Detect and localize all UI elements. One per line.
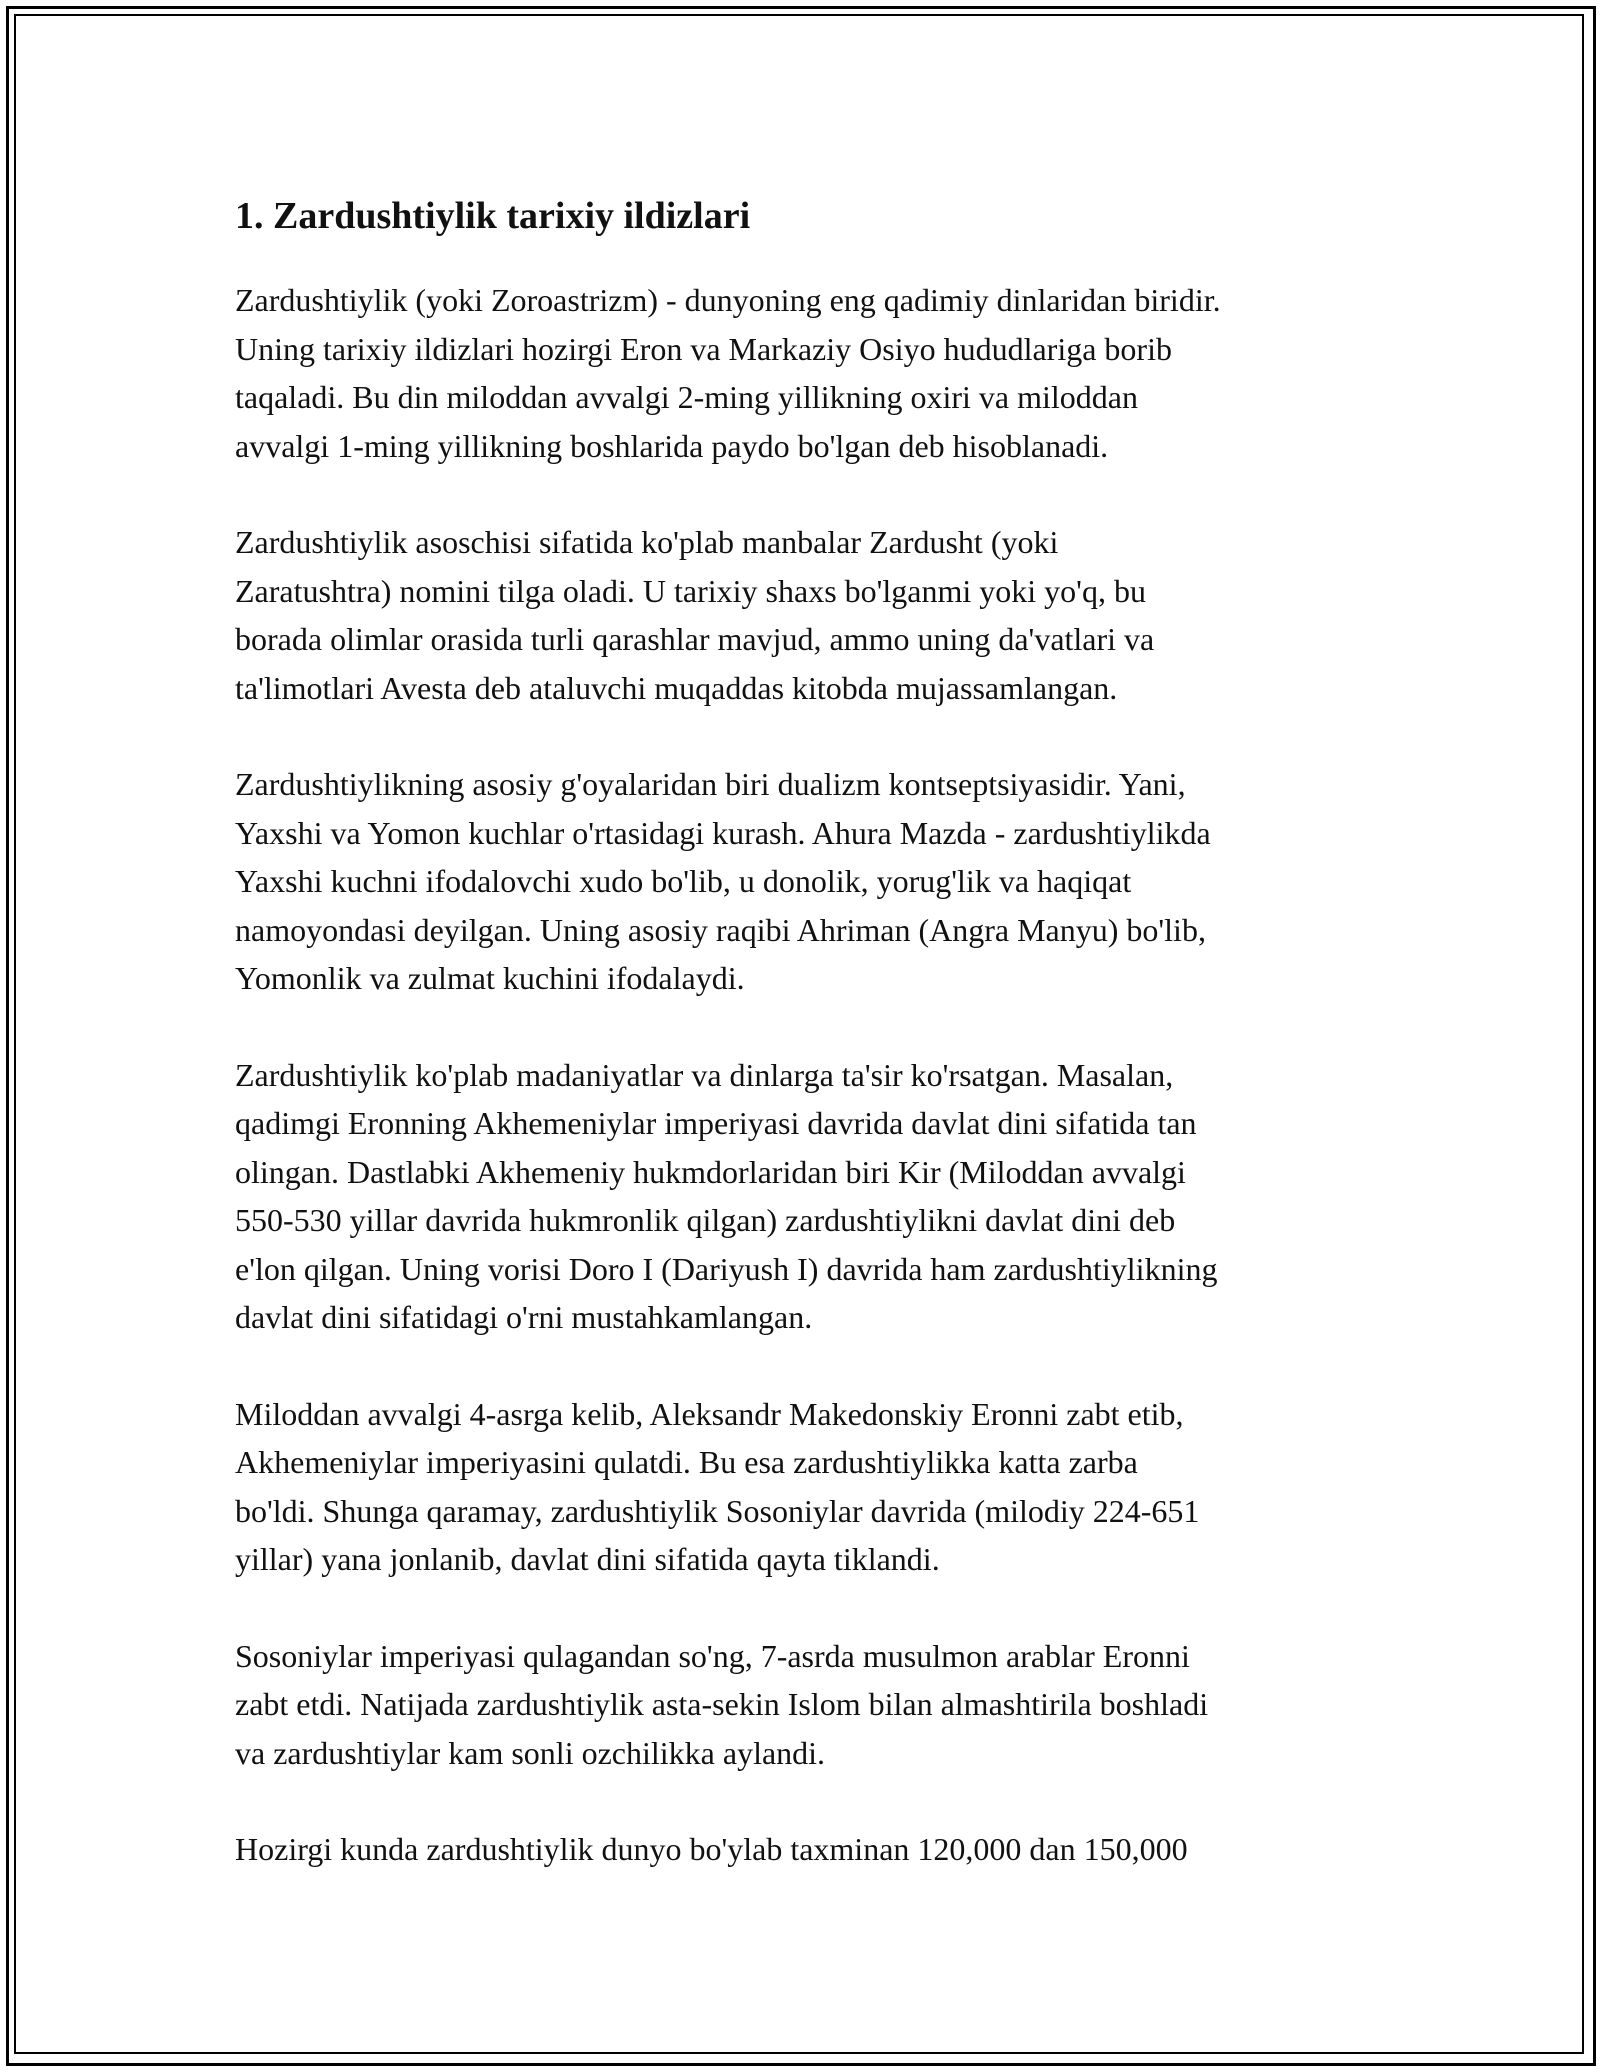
paragraph (235, 1825, 1385, 1874)
text-line: qadimgi Eronning Akhemeniylar imperiyasi davrida davlat dini sifatida tan (235, 1105, 1197, 1141)
text-line: Miloddan avvalgi 4-asrga kelib, Aleksandr Makedonskiy Eronni zabt etib, (235, 1395, 1184, 1432)
document-body (235, 186, 1395, 1922)
section-title: 1. Zardushtiylik tarixiy ildizlari (235, 195, 751, 237)
text-line: avvalgi 1-ming yillikning boshlarida paydo bo'lgan deb hisoblanadi. (235, 427, 1109, 464)
text-line: Yaxshi va Yomon kuchlar o'rtasidagi kurash. Ahura Mazda - zardushtiylikda (235, 814, 1211, 851)
text-line: Hozirgi kunda zardushtiylik dunyo bo'ylab taxminan 120,000 dan 150,000 (235, 1831, 1188, 1867)
text-line: ta'limotlari Avesta deb ataluvchi muqaddas kitobda mujassamlangan. (235, 669, 1118, 706)
text-line: yillar) yana jonlanib, davlat dini sifatida qayta tiklandi. (235, 1541, 940, 1577)
paragraph (235, 1632, 1385, 1778)
text-line: Akhemeniylar imperiyasini qulatdi. Bu esa zardushtiylikka katta zarba (235, 1444, 1138, 1480)
paragraph (235, 1390, 1385, 1584)
text-line: Zaratushtra) nomini tilga oladi. U tarixiy shaxs bo'lganmi yoki yo'q, bu (235, 572, 1146, 609)
text-line: Zardushtiylikning asosiy g'oyalaridan biri dualizm kontseptsiyasidir. Yani, (235, 766, 1186, 802)
text-line: taqaladi. Bu din miloddan avvalgi 2-ming yillikning oxiri va miloddan (235, 379, 1138, 415)
paragraph (235, 1051, 1385, 1342)
text-line: Yaxshi kuchni ifodalovchi xudo bo'lib, u donolik, yorug'lik va haqiqat (235, 863, 1132, 899)
text-line: zabt etdi. Natijada zardushtiylik asta-sekin Islom bilan almashtirila boshladi (235, 1686, 1209, 1722)
text-line: Zardushtiylik ko'plab madaniyatlar va dinlarga ta'sir ko'rsatgan. Masalan, (235, 1056, 1174, 1093)
paragraph (235, 518, 1385, 712)
text-line: va zardushtiylar kam sonli ozchilikka aylandi. (235, 1734, 826, 1771)
paragraph (235, 760, 1385, 1003)
paragraph (235, 276, 1385, 470)
text-line: borada olimlar orasida turli qarashlar mavjud, ammo uning da'vatlari va (235, 621, 1155, 657)
text-line: namoyondasi deyilgan. Uning asosiy raqibi Ahriman (Angra Manyu) bo'lib, (235, 911, 1206, 948)
text-line: Uning tarixiy ildizlari hozirgi Eron va Markaziy Osiyo hududlariga borib (235, 330, 1172, 367)
text-line: 550-530 yillar davrida hukmronlik qilgan) zardushtiylikni davlat dini deb (235, 1202, 1176, 1238)
text-line: Yomonlik va zulmat kuchini ifodalaydi. (235, 960, 745, 996)
text-line: e'lon qilgan. Uning vorisi Doro I (Dariyush I) davrida ham zardushtiylikning (235, 1250, 1218, 1287)
text-line: bo'ldi. Shunga qaramay, zardushtiylik Sosoniylar davrida (milodiy 224-651 (235, 1492, 1200, 1529)
text-line: davlat dini sifatidagi o'rni mustahkamlangan. (235, 1299, 813, 1335)
text-line: olingan. Dastlabki Akhemeniy hukmdorlaridan biri Kir (Miloddan avvalgi (235, 1153, 1186, 1190)
paragraph-list (235, 276, 1395, 1874)
text-line: Zardushtiylik asoschisi sifatida ko'plab manbalar Zardusht (yoki (235, 524, 1059, 560)
text-line: Zardushtiylik (yoki Zoroastrizm) - dunyoning eng qadimiy dinlaridan biridir. (235, 282, 1221, 318)
text-line: Sosoniylar imperiyasi qulagandan so'ng, 7-asrda musulmon arablar Eronni (235, 1637, 1190, 1674)
